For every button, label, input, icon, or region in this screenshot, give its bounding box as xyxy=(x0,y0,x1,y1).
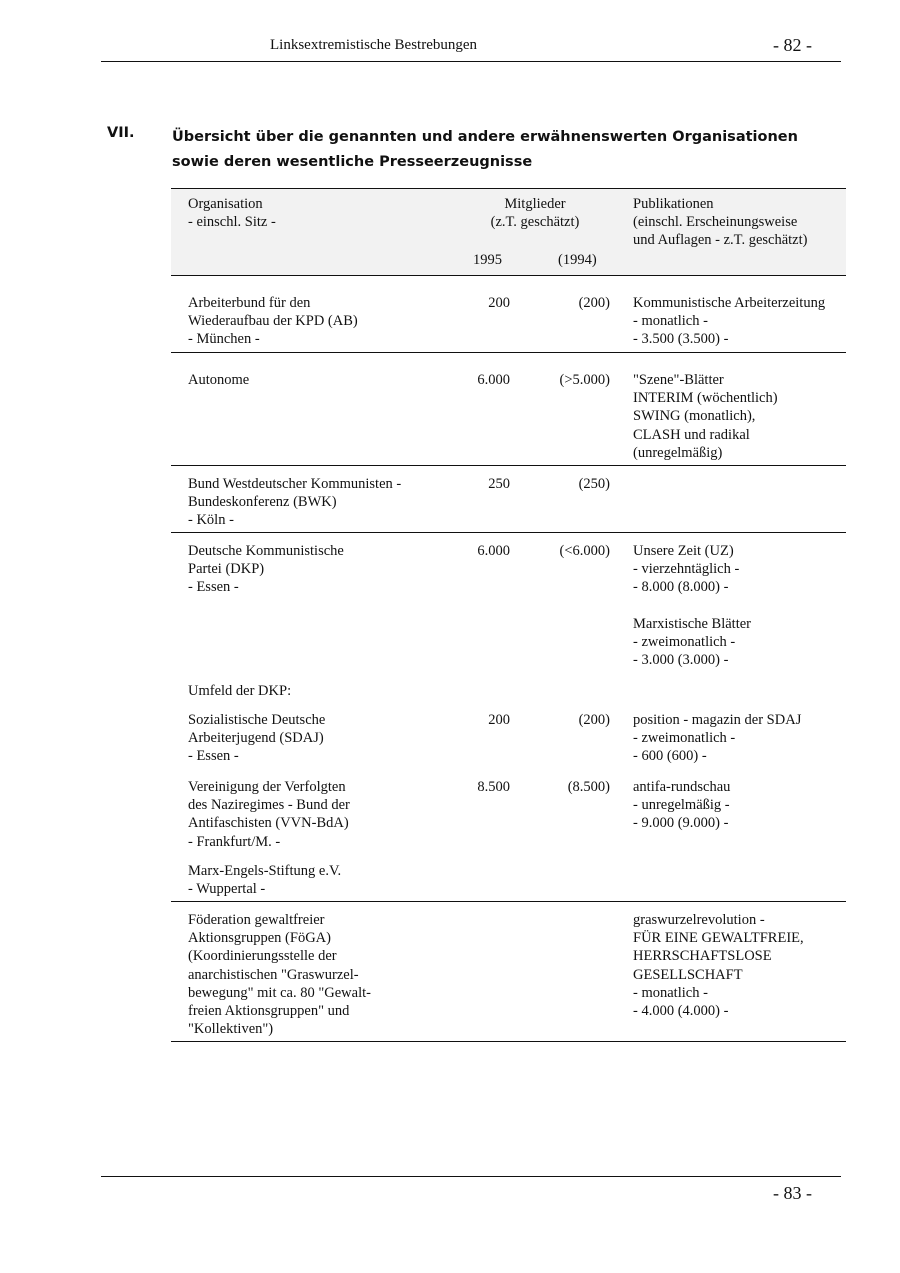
row-members-1994: (250) xyxy=(578,476,610,492)
col-header-publications: Publikationen (einschl. Erscheinungsweise und Auflagen - z.T. geschätzt) xyxy=(633,196,808,249)
row-members-1994: (>5.000) xyxy=(559,372,610,388)
row-members-1994: (<6.000) xyxy=(559,543,610,559)
section-number: VII. xyxy=(107,125,135,141)
col-header-year-1994: (1994) xyxy=(558,252,597,268)
footer-rule xyxy=(101,1176,841,1177)
row-members-1995: 6.000 xyxy=(477,372,510,388)
row-publications: "Szene"-Blätter INTERIM (wöchentlich) SWING (monatlich), CLASH und radikal (unregelmäßig) xyxy=(633,372,778,461)
row-organisation: Föderation gewaltfreier Aktionsgruppen (FöGA) (Koordinierungsstelle der anarchistischen "Graswurzel- bewegung" mit ca. 80 "Gewalt- freien Aktionsgruppen" und "Kollektiven") xyxy=(188,912,371,1038)
col-header-year-1995: 1995 xyxy=(473,252,502,268)
row-divider xyxy=(171,532,846,533)
row-divider xyxy=(171,465,846,466)
header-rule xyxy=(101,61,841,62)
table-top-rule xyxy=(171,188,846,189)
table-bottom-rule xyxy=(171,1041,846,1042)
row-publications-secondary: Marxistische Blätter - zweimonatlich - - 3.000 (3.000) - xyxy=(633,616,751,669)
row-organisation: Deutsche Kommunistische Partei (DKP) - Essen - xyxy=(188,543,344,596)
row-members-1995: 250 xyxy=(488,476,510,492)
section-title: Übersicht über die genannten und andere erwähnenswerten Organisationen sowie deren wesentliche Presseerzeugnisse xyxy=(172,129,798,170)
row-organisation: Bund Westdeutscher Kommunisten - Bundeskonferenz (BWK) - Köln - xyxy=(188,476,402,529)
row-organisation: Marx-Engels-Stiftung e.V. - Wuppertal - xyxy=(188,863,342,898)
col-header-members: Mitglieder (z.T. geschätzt) xyxy=(490,196,580,231)
row-members-1995: 200 xyxy=(488,712,510,728)
row-members-1994: (8.500) xyxy=(567,779,610,795)
page-footer-number: - 83 - xyxy=(773,1183,812,1203)
row-divider xyxy=(171,901,846,902)
row-organisation: Vereinigung der Verfolgten des Naziregimes - Bund der Antifaschisten (VVN-BdA) - Frankfurt/M. - xyxy=(188,779,350,850)
row-publications: graswurzelrevolution - FÜR EINE GEWALTFREIE, HERRSCHAFTSLOSE GESELLSCHAFT - monatlich - - 4.000 (4.000) - xyxy=(633,912,804,1020)
row-organisation: Sozialistische Deutsche Arbeiterjugend (SDAJ) - Essen - xyxy=(188,712,326,765)
row-publications: antifa-rundschau - unregelmäßig - - 9.000 (9.000) - xyxy=(633,779,731,832)
row-members-1994: (200) xyxy=(578,295,610,311)
row-organisation: Arbeiterbund für den Wiederaufbau der KPD (AB) - München - xyxy=(188,295,358,348)
page-header-title: Linksextremistische Bestrebungen xyxy=(270,37,478,53)
row-organisation: Autonome xyxy=(188,372,250,388)
row-subheading: Umfeld der DKP: xyxy=(188,683,292,699)
row-members-1995: 8.500 xyxy=(477,779,510,795)
col-header-organisation: Organisation - einschl. Sitz - xyxy=(188,196,276,231)
row-members-1995: 200 xyxy=(488,295,510,311)
table-header-rule xyxy=(171,275,846,276)
row-publications: position - magazin der SDAJ - zweimonatlich - - 600 (600) - xyxy=(633,712,802,765)
row-members-1994: (200) xyxy=(578,712,610,728)
row-members-1995: 6.000 xyxy=(477,543,510,559)
page-header-number: - 82 - xyxy=(773,35,812,55)
row-publications: Unsere Zeit (UZ) - vierzehntäglich - - 8.000 (8.000) - xyxy=(633,543,740,596)
row-divider xyxy=(171,352,846,353)
row-publications: Kommunistische Arbeiterzeitung - monatlich - - 3.500 (3.500) - xyxy=(633,295,826,348)
